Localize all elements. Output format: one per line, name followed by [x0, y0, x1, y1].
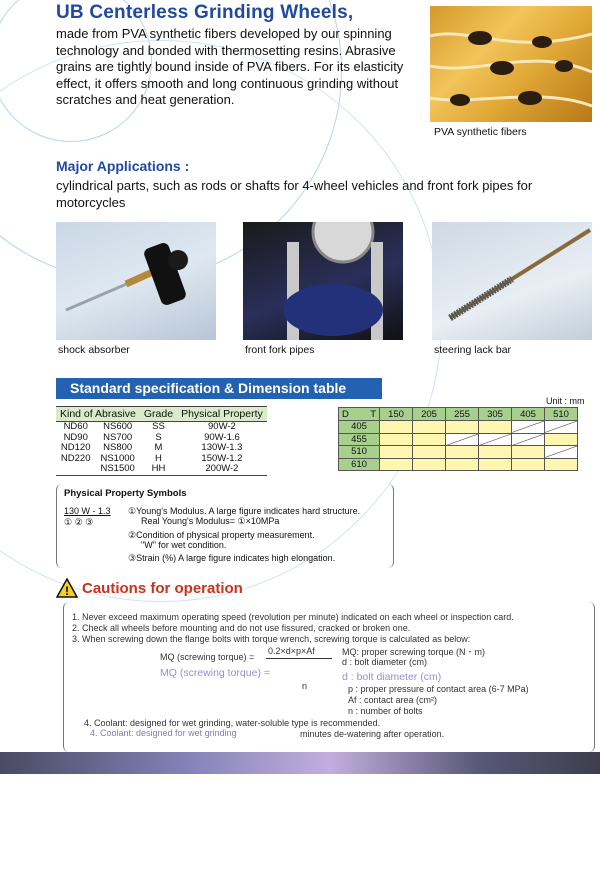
unavailable-cell: [479, 433, 512, 446]
available-cell: [479, 458, 512, 471]
available-cell: [413, 446, 446, 459]
symbols-title: Physical Property Symbols: [64, 488, 187, 499]
unavailable-cell: [545, 446, 578, 459]
table-header: Physical Property: [177, 407, 267, 422]
table-header: Kind of Abrasive: [56, 407, 140, 422]
available-cell: [380, 446, 413, 459]
dimension-col-header: 205: [413, 408, 446, 421]
available-cell: [446, 446, 479, 459]
formula-divider: [266, 658, 332, 659]
shock-absorber-photo: [56, 222, 216, 340]
table-cell: ND120: [60, 442, 91, 453]
photo-caption: front fork pipes: [245, 344, 315, 356]
table-cell: NS1500: [100, 463, 135, 474]
table-cell: NS800: [103, 442, 133, 453]
available-cell: [380, 433, 413, 446]
available-cell: [380, 458, 413, 471]
intro-paragraph: made from PVA synthetic fibers developed by our spinning technology and bonded with thermosetting resins. Abrasive grains are tightly bound inside of PVA fibers. For its elasticity effect, it offers smooth and long continuous grinding without scratches and heat generation.: [56, 26, 404, 107]
formula-numerator: 0.2×d×p×Af: [268, 646, 315, 656]
dimension-row-header: 455: [339, 433, 380, 446]
symbol-line: "W" for wet condition.: [141, 540, 227, 550]
available-cell: [545, 458, 578, 471]
unit-label: Unit : mm: [546, 396, 585, 406]
available-cell: [380, 421, 413, 434]
abrasive-table: [56, 406, 267, 476]
applications-heading: Major Applications :: [56, 158, 190, 174]
table-cell: 150W-1.2: [201, 452, 243, 464]
table-cell: NS600: [103, 421, 133, 432]
available-cell: [413, 433, 446, 446]
table-row: [339, 421, 578, 434]
table-row: [56, 464, 267, 475]
dimension-row-header: 405: [339, 421, 380, 434]
caution-item: 4. Coolant: designed for wet grinding, water-soluble type is recommended.: [84, 718, 381, 728]
formula-denominator: n: [302, 681, 308, 691]
caution-item: 3. When screwing down the flange bolts with torque wrench, screwing torque is calculated as below:: [72, 634, 471, 644]
dimension-col-header: 305: [479, 408, 512, 421]
unavailable-cell: [545, 421, 578, 434]
caution-item: 1. Never exceed maximum operating speed (revolution per minute) indicated on each wheel or inspection card.: [72, 612, 514, 622]
corner-d-label: D: [342, 408, 349, 420]
unavailable-cell: [446, 433, 479, 446]
symbol-line: ③Strain (%) A large figure indicates high elongation.: [128, 553, 336, 563]
photo-caption: shock absorber: [58, 344, 130, 356]
available-cell: [545, 433, 578, 446]
scan-artifact-strip: [0, 752, 600, 774]
table-cell: ND90: [63, 431, 88, 443]
steering-rack-photo: [432, 222, 592, 340]
dimension-col-header: 255: [446, 408, 479, 421]
table-header: Grade: [140, 407, 177, 422]
available-cell: [446, 458, 479, 471]
available-cell: [512, 446, 545, 459]
symbol-example: 130 W - 1.3: [64, 506, 111, 516]
cautions-title: Cautions for operation: [82, 580, 243, 597]
table-cell: H: [155, 452, 162, 464]
table-cell: 200W-2: [205, 463, 239, 474]
corner-t-label: T: [370, 408, 376, 420]
page-title: UB Centerless Grinding Wheels,: [56, 2, 354, 23]
symbol-line: ①Young's Modulus. A large figure indicates hard structure.: [128, 506, 361, 516]
table-cell: M: [154, 442, 163, 453]
dimension-row-header: 610: [339, 458, 380, 471]
dimension-col-header: 150: [380, 408, 413, 421]
table-cell: SS: [152, 421, 165, 432]
formula-legend: n : number of bolts: [348, 706, 423, 716]
caution-item-partial: minutes de-watering after operation.: [300, 729, 445, 739]
table-cell: NS700: [103, 431, 133, 443]
table-cell: ND60: [63, 421, 88, 432]
formula-legend: Af : contact area (cm²): [348, 695, 438, 705]
table-cell: HH: [151, 463, 166, 474]
table-row: [56, 443, 267, 454]
unavailable-cell: [512, 433, 545, 446]
available-cell: [479, 446, 512, 459]
dimension-corner-cell: [339, 408, 380, 421]
formula-legend: d : bolt diameter (cm): [342, 657, 428, 667]
front-fork-photo: [243, 222, 403, 340]
dimension-col-header: 510: [545, 408, 578, 421]
table-row: [339, 446, 578, 459]
available-cell: [413, 458, 446, 471]
photo-caption: steering lack bar: [434, 344, 512, 356]
available-cell: [479, 421, 512, 434]
table-row: [339, 433, 578, 446]
symbol-line: Real Young's Modulus= ①×10MPa: [141, 516, 280, 526]
dimension-table: [338, 407, 578, 471]
table-cell: S: [155, 431, 162, 443]
table-cell: 130W-1.3: [201, 442, 243, 453]
pva-fibers-illustration: [430, 6, 592, 122]
formula-lhs: MQ (screwing torque) =: [160, 652, 255, 662]
table-cell: 90W-1.6: [204, 431, 240, 443]
pva-photo-caption: PVA synthetic fibers: [434, 126, 527, 138]
applications-text: cylindrical parts, such as rods or shafts for 4-wheel vehicles and front fork pipes for motorcycles: [56, 178, 533, 210]
dimension-row-header: 510: [339, 446, 380, 459]
table-cell: 90W-2: [208, 421, 236, 432]
available-cell: [413, 421, 446, 434]
spec-heading: Standard specification & Dimension table: [56, 378, 382, 399]
unavailable-cell: [512, 421, 545, 434]
table-row: [339, 458, 578, 471]
table-cell: ND220: [60, 452, 91, 464]
formula-legend-ghost: d : bolt diameter (cm): [342, 671, 442, 683]
formula-lhs-ghost: MQ (screwing torque) =: [160, 667, 270, 679]
shock-absorber-illustration: [56, 222, 216, 340]
formula-legend: MQ: proper screwing torque (N・m): [342, 647, 486, 657]
dimension-col-header: 405: [512, 408, 545, 421]
caution-item-ghost: 4. Coolant: designed for wet grinding: [90, 728, 237, 738]
pva-fibers-photo: [430, 6, 592, 122]
formula-legend: p : proper pressure of contact area (6-7 MPa): [348, 684, 529, 694]
front-fork-illustration: [243, 222, 403, 340]
warning-icon: [56, 578, 78, 603]
steering-rack-illustration: [432, 222, 592, 340]
available-cell: [512, 458, 545, 471]
available-cell: [446, 421, 479, 434]
symbol-example-marks: ① ② ③: [64, 517, 94, 527]
symbol-line: ②Condition of physical property measurement.: [128, 530, 315, 540]
table-cell: NS1000: [100, 452, 135, 464]
caution-item: 2. Check all wheels before mounting and do not use fissured, cracked or broken one.: [72, 623, 411, 633]
svg-text:!: !: [65, 584, 69, 598]
table-row: [56, 422, 267, 433]
table-cell: [56, 464, 95, 475]
